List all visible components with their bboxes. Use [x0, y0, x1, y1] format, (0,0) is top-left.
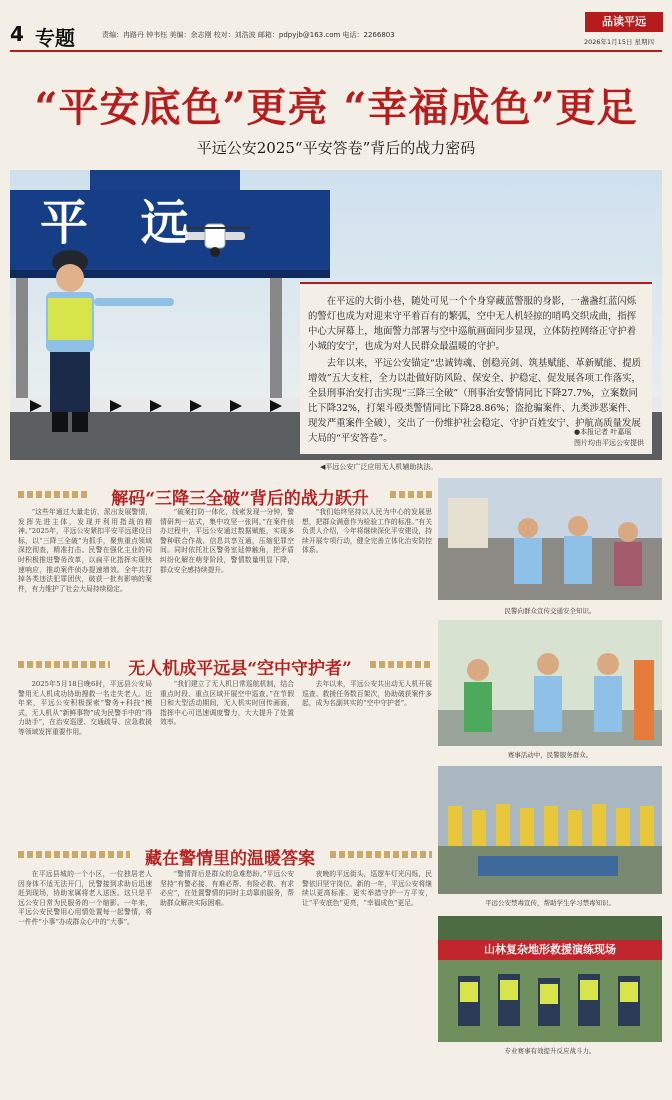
article-column — [18, 680, 152, 830]
photo-event-service-illustration — [438, 620, 662, 746]
lead-paragraph-1: 在平远的大街小巷，随处可见一个个身穿藏蓝警服的身影，一盏盏红蓝闪烁的警灯也成为对迎来守平着百有的繁弧，空中无人机轻掠的哨鸣交织成曲，指挥中心大屏幕上，地面警力部署与空中巡航画面同步显现，立体防控网络正守护着小城的安宁，也成为对人民群众最温暖的守护。 — [308, 296, 637, 352]
photo-anti-drug — [438, 766, 662, 894]
photo-event-service — [438, 620, 662, 746]
article-column — [302, 680, 432, 830]
article-paragraph: “我们始终坚持以人民为中心的发展思想，把群众满意作为检验工作的标准。”有关负责人介绍，今年将继续深化平安建设，持续开展专项行动，健全完善立体化治安防控体系。 — [302, 508, 432, 555]
section-title-3: 藏在警情里的温暖答案 — [145, 849, 315, 869]
photo-caption: 赛事活动中，民警服务群众。 — [507, 751, 593, 759]
article-column — [302, 508, 432, 642]
article-paragraph: “破案打防一体化，线索发现一分钟，警情研判一站式，集中攻坚一张网。”在案件侦办过程中，平远公安通过数据赋能，实现多警种联合作战、信息共享互通，压缩犯罪空间。同时依托社区警务室延伸触角，把矛盾纠纷化解在萌芽阶段，警情数量明显下降，群众安全感持续提升。 — [160, 508, 294, 574]
photo-caption: 民警向群众宣传交通安全知识。 — [504, 607, 596, 615]
article-paragraph: 在平远县城的一个小区，一位独居老人因身体不适无法开门，民警接到求助后迅速赶到现场，协助家属将老人送医。这只是平远公安日常为民服务的一个缩影。一年来，平远公安民警用心用情处置每一起警情，将一件件“小事”办成群众心中的“大事”。 — [18, 870, 152, 926]
photo-caption: 平远公安禁毒宣传，帮助学生学习禁毒知识。 — [485, 899, 615, 907]
article-column — [18, 508, 152, 642]
page-header — [0, 0, 672, 48]
subheadline: 平远公安2025“平安答卷”背后的战力密码 — [196, 139, 476, 157]
article-paragraph: 夜晚的平远街头，巡逻车灯光闪烁，民警依旧坚守岗位。新的一年，平远公安将继续以更高标准、更实举措守护一方平安，让“平安底色”更亮，“幸福成色”更足。 — [302, 870, 432, 907]
lead-paragraph-2: 去年以来，平远公安锚定“忠诚铸魂、创稳亮剑、筑基赋能、革新赋能、提质增效”五大支柱，全力以赴做好防风险、保安全、护稳定、促发展各项工作落实，全县刑事治安打击实现“三降三全破”（刑事治安警情同比下降27.7%，立案数同比下降32%，打架斗殴类警情同比下降28.86%；盗抢骗案件、九类涉恶案件、现发严重案件全破），交出了一份维护社会稳定、守护百姓安宁、护航高质量发展大局的“平安答卷”。 — [308, 358, 641, 444]
section-title-ornament — [390, 491, 432, 498]
article-column — [160, 680, 294, 830]
section-title-ornament — [370, 661, 432, 668]
main-photo-caption: ◀平远公安广泛应用无人机辅助执法。 — [320, 463, 438, 471]
photo-rescue-drill — [438, 916, 662, 1042]
issue-date: 2026年1月15日 星期四 — [584, 38, 655, 46]
section-name: 专题 — [35, 26, 75, 50]
photo-anti-drug-illustration — [438, 766, 662, 894]
article-column — [302, 870, 432, 1070]
editor-info: 责编：冉路丹 钟韦钰 美编：余志刚 校对：刘浩波 邮箱：pdpyjb@163.com 电话：2266803 — [102, 31, 395, 39]
photo-rescue-drill-illustration — [438, 916, 662, 1042]
section-title-ornament — [18, 491, 90, 498]
toll-sign-text: 平 远 — [40, 195, 207, 251]
header-rule — [10, 50, 662, 52]
section-title-ornament — [18, 661, 110, 668]
article-paragraph: 去年以来，平远公安共出动无人机开展巡查、救援任务数百架次，协助破获案件多起，成为名副其实的“空中守护者”。 — [302, 680, 432, 708]
section-title-1: 解码“三降三全破”背后的战力跃升 — [111, 489, 369, 509]
article-column — [160, 870, 294, 1070]
page-number: 4 — [10, 22, 24, 46]
section-title-2: 无人机成平远县“空中守护者” — [128, 659, 352, 679]
headline: “平安底色”更亮 “幸福成色”更足 — [34, 84, 638, 131]
article-paragraph: “警情背后是群众的急难愁盼。”平远公安坚持“有警必接、有难必帮、有险必救、有求必应”，在处置警情的同时主动靠前服务，帮助群众解决实际困难。 — [160, 870, 294, 907]
article-paragraph: “这些年通过大量走访，派出发展警情，发挥先进主体，发现并利用指战的精神。”2025年，平远公安紧扣平安平远建设目标，以“三降三全破”为抓手，聚焦重点领域深挖彻查，精准打击。民警在强化主业的同时积极推进警务改革，以扁平化指挥实现快速响应，推动案件侦办提速增效。全年共打掉各类违法犯罪团伙，破获一批有影响的案件，有力维护了社会大局持续稳定。 — [18, 508, 152, 593]
photo-caption: 专业赛事有效提升反应战斗力。 — [504, 1047, 596, 1055]
byline: ●本报记者 叶嘉瑶 图片均由平远公安提供 — [574, 428, 644, 447]
newspaper-logo: 品读平远 — [585, 12, 663, 32]
article-paragraph: 2025年5月18日晚6时，平远县公安局警用无人机成功协助搜救一名走失老人。近年来，平远公安积极探索“警务+科技”模式，无人机从“新鲜事物”成为民警手中的“得力助手”，在治安巡逻、交通疏导、应急救援等领域发挥重要作用。 — [18, 680, 152, 736]
article-paragraph: “我们建立了无人机日常巡航机制，结合重点时段、重点区域开展空中巡查。”在节假日和大型活动期间，无人机实时回传画面，指挥中心可迅速调度警力，大大提升了处置效率。 — [160, 680, 294, 727]
section-title-ornament — [330, 851, 432, 858]
section-title-ornament — [18, 851, 130, 858]
article-column — [18, 870, 152, 1070]
article-column — [160, 508, 294, 642]
banner-text: 山林复杂地形救援演练现场 — [484, 943, 616, 956]
photo-traffic-safety — [438, 478, 662, 600]
photo-traffic-safety-illustration — [438, 478, 662, 600]
